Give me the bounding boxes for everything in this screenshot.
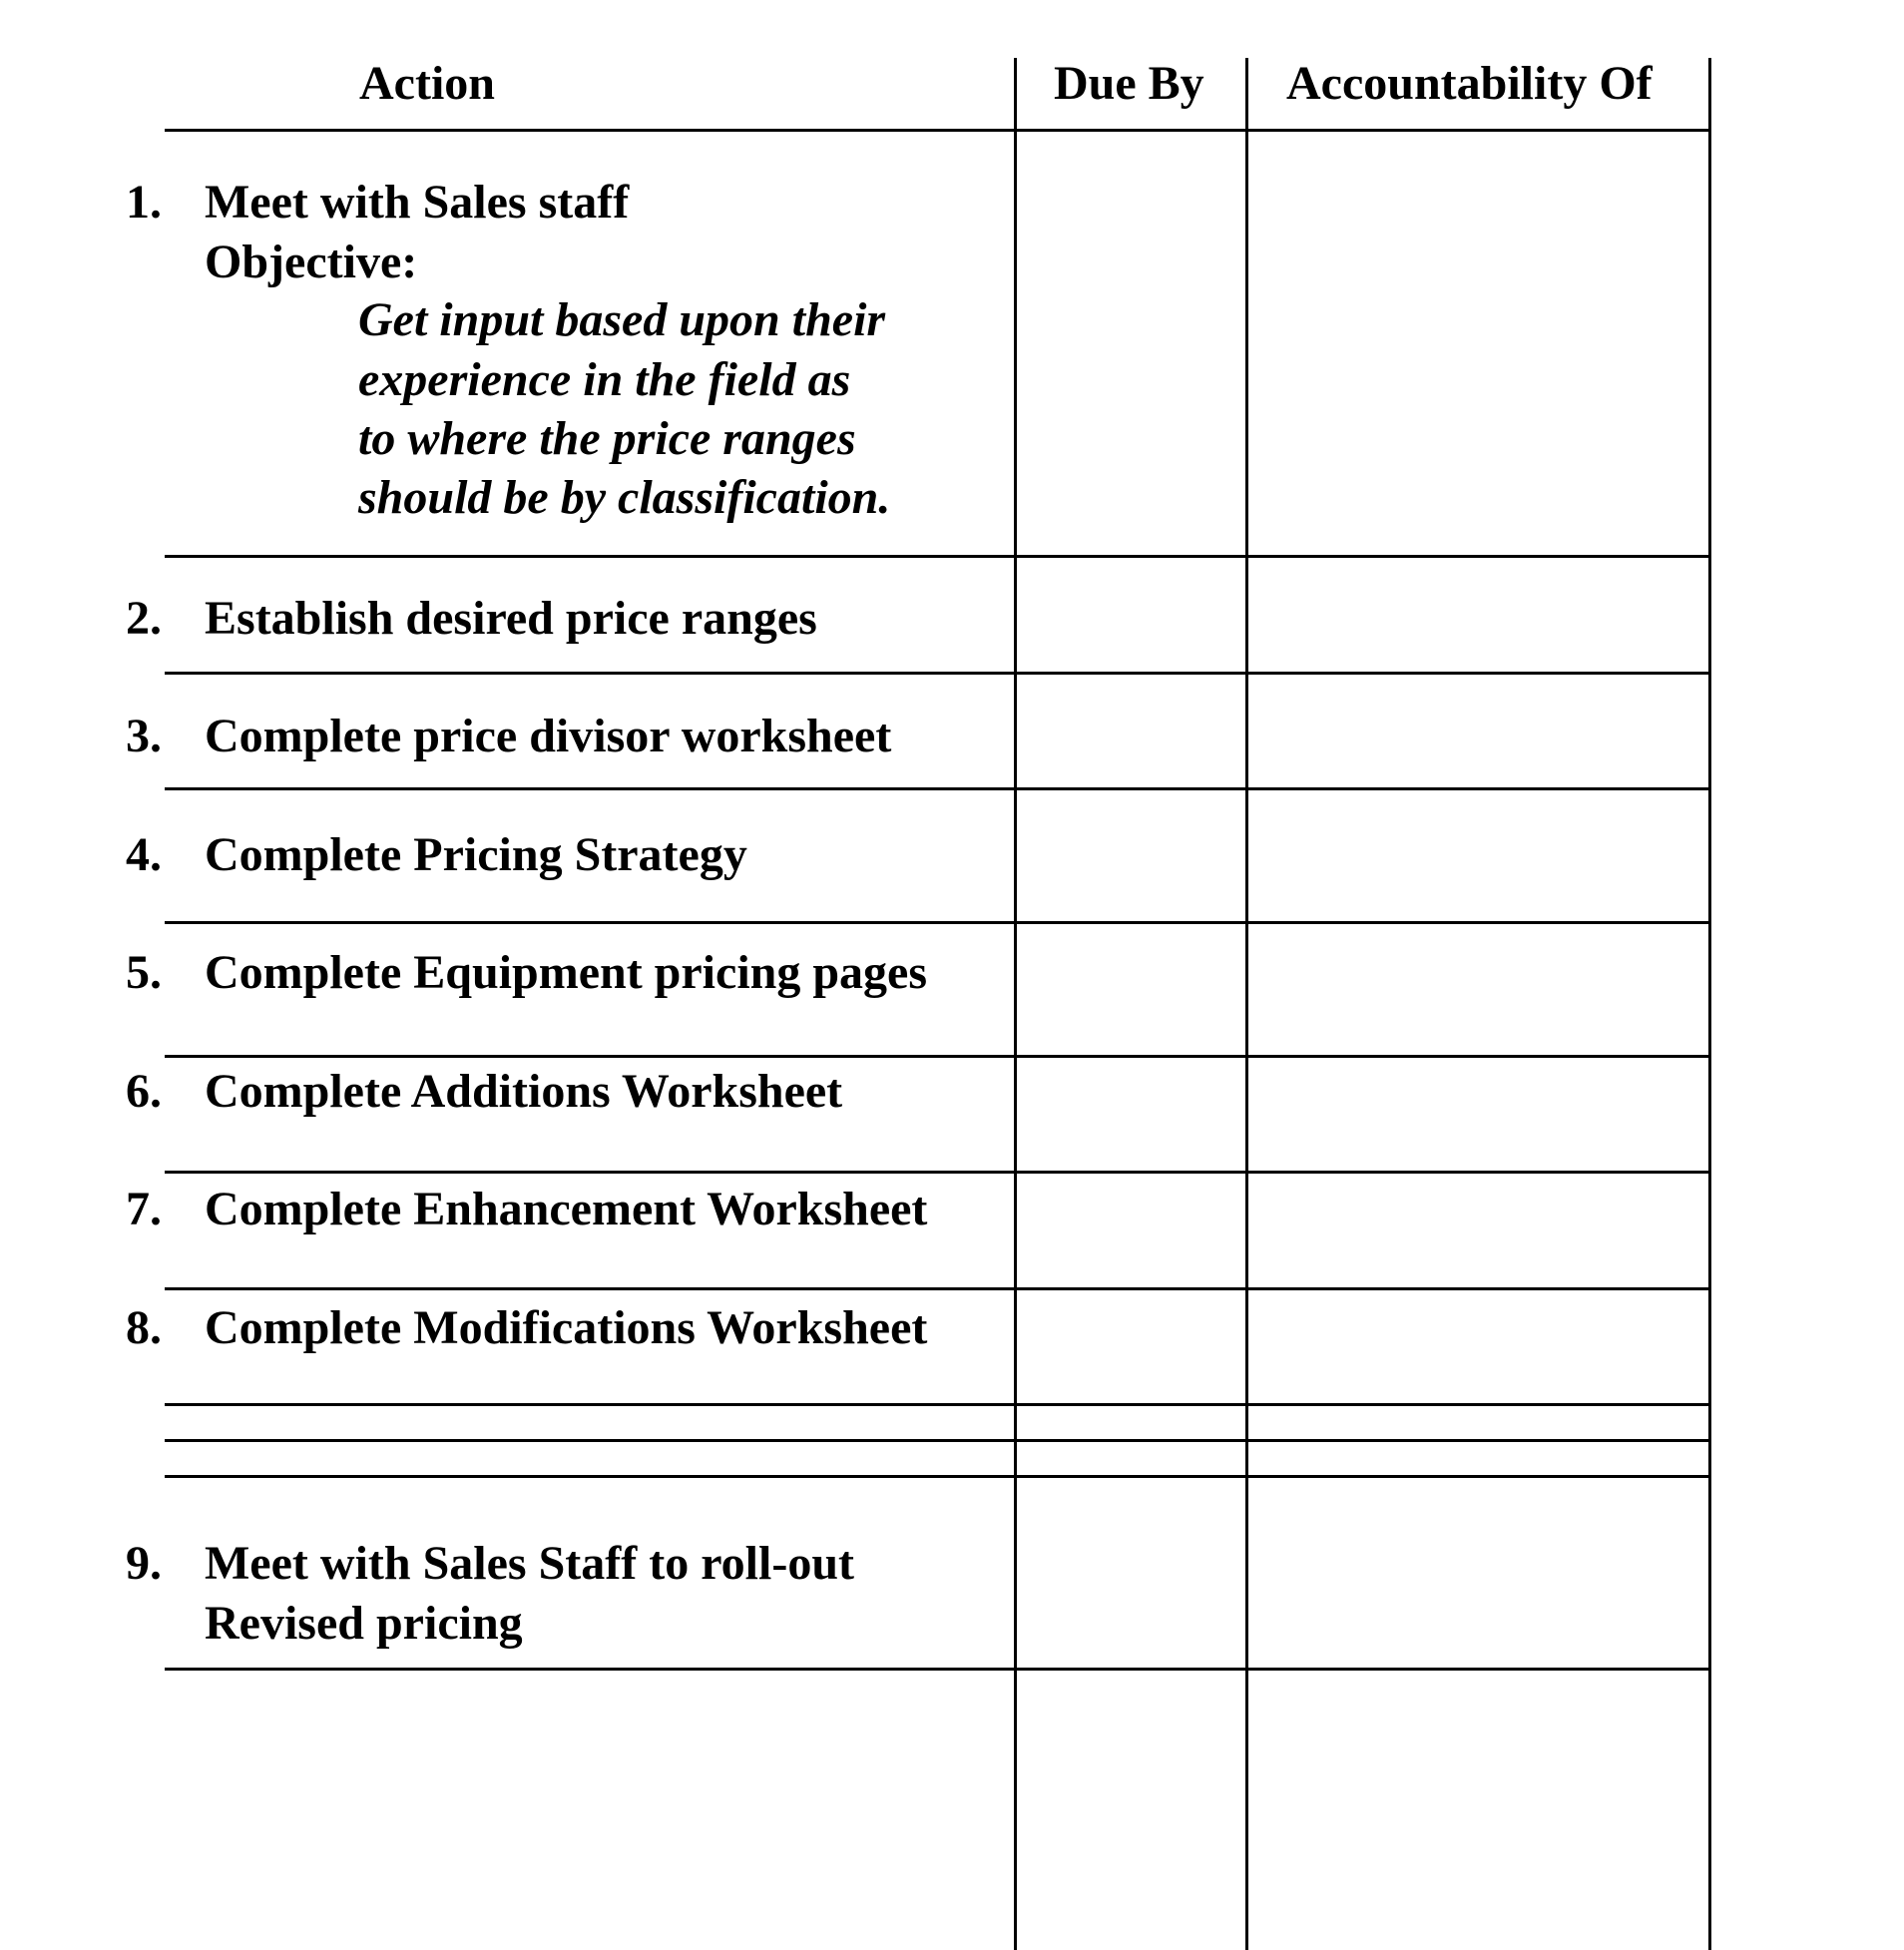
item-9-number: 9. [126, 1537, 162, 1590]
item-5-title: Complete Equipment pricing pages [205, 946, 928, 999]
item-1-objective-line-3: to where the price ranges [358, 412, 856, 465]
row-rule-blank-1 [165, 1439, 1711, 1442]
item-2-title: Establish desired price ranges [205, 592, 817, 645]
row-rule-9 [165, 1668, 1711, 1671]
item-5-number: 5. [126, 946, 162, 999]
row-rule-6 [165, 1171, 1711, 1174]
row-rule-3 [165, 787, 1711, 790]
item-1-title: Meet with Sales staff [205, 176, 630, 229]
item-8-title: Complete Modifications Worksheet [205, 1301, 928, 1354]
item-6-number: 6. [126, 1065, 162, 1118]
row-rule-8 [165, 1403, 1711, 1406]
item-4-title: Complete Pricing Strategy [205, 828, 747, 881]
header-action: Action [359, 57, 495, 110]
item-2-number: 2. [126, 592, 162, 645]
column-divider-accountability-right [1708, 58, 1711, 1950]
row-rule-2 [165, 672, 1711, 675]
item-4-number: 4. [126, 828, 162, 881]
header-accountability-of: Accountability Of [1286, 57, 1653, 110]
item-9-title: Meet with Sales Staff to roll-out [205, 1537, 854, 1590]
item-7-number: 7. [126, 1183, 162, 1235]
row-rule-blank-2 [165, 1475, 1711, 1478]
item-1-objective-label: Objective: [205, 236, 418, 288]
item-3-number: 3. [126, 710, 162, 762]
item-8-number: 8. [126, 1301, 162, 1354]
item-6-title: Complete Additions Worksheet [205, 1065, 843, 1118]
header-rule [165, 129, 1711, 132]
header-due-by: Due By [1054, 57, 1204, 110]
row-rule-1 [165, 555, 1711, 558]
item-1-objective-line-1: Get input based upon their [358, 293, 886, 346]
item-9-title-line-2: Revised pricing [205, 1597, 523, 1650]
item-1-number: 1. [126, 176, 162, 229]
item-1-objective-line-4: should be by classification. [358, 471, 891, 524]
row-rule-7 [165, 1287, 1711, 1290]
item-1-objective-line-2: experience in the field as [358, 353, 851, 406]
item-7-title: Complete Enhancement Worksheet [205, 1183, 928, 1235]
item-3-title: Complete price divisor worksheet [205, 710, 892, 762]
column-divider-due-by-right [1245, 58, 1248, 1950]
column-divider-due-by-left [1014, 58, 1017, 1950]
row-rule-4 [165, 921, 1711, 924]
row-rule-5 [165, 1055, 1711, 1058]
